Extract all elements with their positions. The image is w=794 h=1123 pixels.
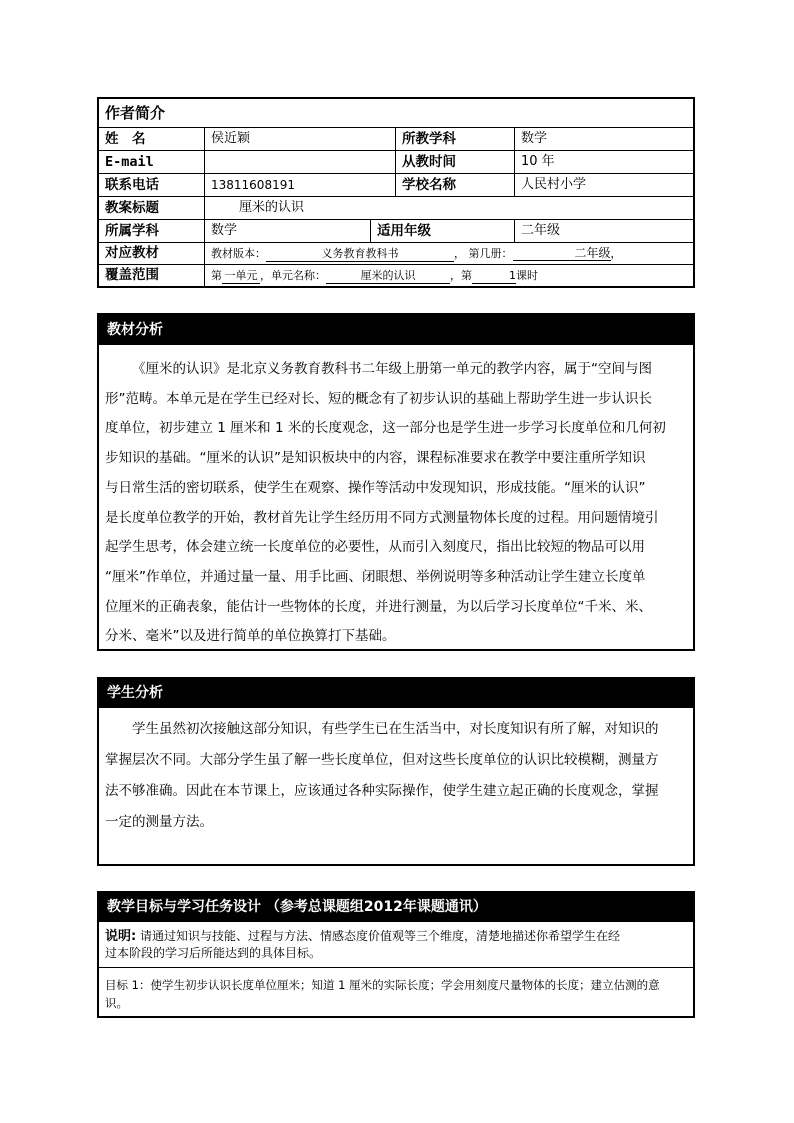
coverage-unit-value: 一单元 <box>222 269 260 284</box>
material-line: 《厘米的认识》是北京义务教育教科书二年级上册第一单元的教学内容，属于“空间与图 <box>132 361 652 377</box>
objectives-note <box>99 922 693 968</box>
years-value: 10 年 <box>521 154 555 169</box>
objectives-note-line1: 请通过知识与技能、过程与方法、情感态度价值观等三个维度，清楚地描述你希望学生在经 <box>140 929 621 943</box>
subject-value: 数学 <box>521 131 548 146</box>
objectives-note-text <box>105 928 687 962</box>
school-value: 人民村小学 <box>521 177 587 192</box>
textbook-suffix: ， <box>610 247 622 260</box>
grade-value: 二年级 <box>521 223 561 238</box>
profile-row-phone <box>99 174 693 197</box>
textbook-volume-value: 二年级 <box>513 246 611 261</box>
student-analysis-title: 学生分析 <box>99 679 693 708</box>
school-label: 学校名称 <box>396 174 515 196</box>
objectives-section <box>97 891 695 1018</box>
goal-line1: 目标 1：使学生初步认识长度单位厘米；知道 1 厘米的实际长度；学会用刻度尺量物体的长度；建立估测的意 <box>105 978 660 992</box>
textbook-info <box>205 243 693 264</box>
coverage-unitname-value: 厘米的认识 <box>326 269 450 284</box>
student-line: 一定的测量方法。 <box>105 814 213 830</box>
profile-row-textbook <box>99 243 693 265</box>
material-line: 起学生思考，体会建立统一长度单位的必要性，从而引入刻度尺，指出比较短的物品可以用 <box>105 539 645 556</box>
material-line: 位厘米的正确表象，能估计一些物体的长度，并进行测量，为以后学习长度单位“千米、米、 <box>105 598 652 615</box>
plan-title-label: 教案标题 <box>99 197 205 219</box>
goal-line2: 识。 <box>105 996 128 1010</box>
student-line: 学生虽然初次接触这部分知识，有些学生已在生活当中，对长度知识有所了解，对知识的 <box>132 721 659 737</box>
textbook-label: 对应教材 <box>99 243 205 264</box>
material-line: 分米、毫米”以及进行简单的单位换算打下基础。 <box>105 628 396 645</box>
phone-label: 联系电话 <box>99 174 205 196</box>
material-line: 度单位，初步建立 1 厘米和 1 米的长度观念，这一部分也是学生进一步学习长度单位和几何初 <box>105 420 666 437</box>
years-label: 从教时间 <box>396 151 515 173</box>
student-line: 掌握层次不同。大部分学生虽了解一些长度单位，但对这些长度单位的认识比较模糊，测量方 <box>105 752 659 768</box>
textbook-version-prefix: 教材版本： <box>211 247 266 260</box>
textbook-version-value: 义务教育教科书 <box>266 247 454 262</box>
coverage-lesson-prefix: ，第 <box>450 269 472 282</box>
material-line: “厘米”作单位，并通过量一量、用手比画、闭眼想、举例说明等多种活动让学生建立长度单 <box>105 568 646 585</box>
name-label: 姓 名 <box>99 128 205 150</box>
coverage-label: 覆盖范围 <box>99 265 205 286</box>
coverage-info <box>205 265 693 286</box>
material-line: 形”范畴。本单元是在学生已经对长、短的概念有了初步认识的基础上帮助学生进一步认识长 <box>105 390 652 407</box>
material-line: 步知识的基础。“厘米的认识”是知识板块中的内容，课程标准要求在教学中要注重所学知识 <box>105 450 646 467</box>
coverage-lesson-suffix: 课时 <box>516 269 538 282</box>
material-analysis-section <box>97 313 695 651</box>
phone-value: 13811608191 <box>205 174 396 196</box>
profile-row-plan-title <box>99 197 693 220</box>
student-line: 法不够准确。因此在本节课上，应该通过各种实际操作，使学生建立起正确的长度观念，掌握 <box>105 783 659 799</box>
profile-row-discipline <box>99 220 693 243</box>
email-value <box>205 151 396 173</box>
discipline-value: 数学 <box>205 220 371 242</box>
discipline-label: 所属学科 <box>99 220 205 242</box>
profile-title: 作者简介 <box>105 104 166 122</box>
coverage-unit-prefix: 第 <box>211 269 222 282</box>
textbook-volume-prefix: ， 第几册： <box>454 247 513 260</box>
material-analysis-text <box>105 355 685 652</box>
plan-title-value: 厘米的认识 <box>239 200 305 215</box>
material-analysis-title: 教材分析 <box>99 315 693 345</box>
objectives-note-line2: 过本阶段的学习后所能达到的具体目标。 <box>105 946 322 960</box>
profile-row-name <box>99 128 693 151</box>
email-label: E-mail <box>99 151 205 173</box>
coverage-lesson-value: 1 <box>472 269 516 284</box>
objectives-note-label: 说明: <box>105 929 137 944</box>
coverage-unitname-prefix: ，单元名称： <box>260 269 326 282</box>
profile-title-row <box>99 99 693 128</box>
name-value: 侯近颖 <box>205 128 396 150</box>
material-line: 是长度单位教学的开始，教材首先让学生经历用不同方式测量物体长度的过程。用问题情境引 <box>105 509 659 526</box>
student-analysis-text <box>105 714 685 838</box>
subject-label: 所教学科 <box>396 128 515 150</box>
author-profile-table <box>97 97 695 288</box>
student-analysis-section <box>97 677 695 866</box>
objectives-title: 教学目标与学习任务设计 （参考总课题组2012年课题通讯） <box>99 893 693 922</box>
objectives-goal <box>105 976 687 1012</box>
grade-label: 适用年级 <box>371 220 515 242</box>
material-line: 与日常生活的密切联系，使学生在观察、操作等活动中发现知识，形成技能。“厘米的认识” <box>105 479 646 496</box>
profile-row-coverage <box>99 265 693 286</box>
profile-row-email <box>99 151 693 174</box>
